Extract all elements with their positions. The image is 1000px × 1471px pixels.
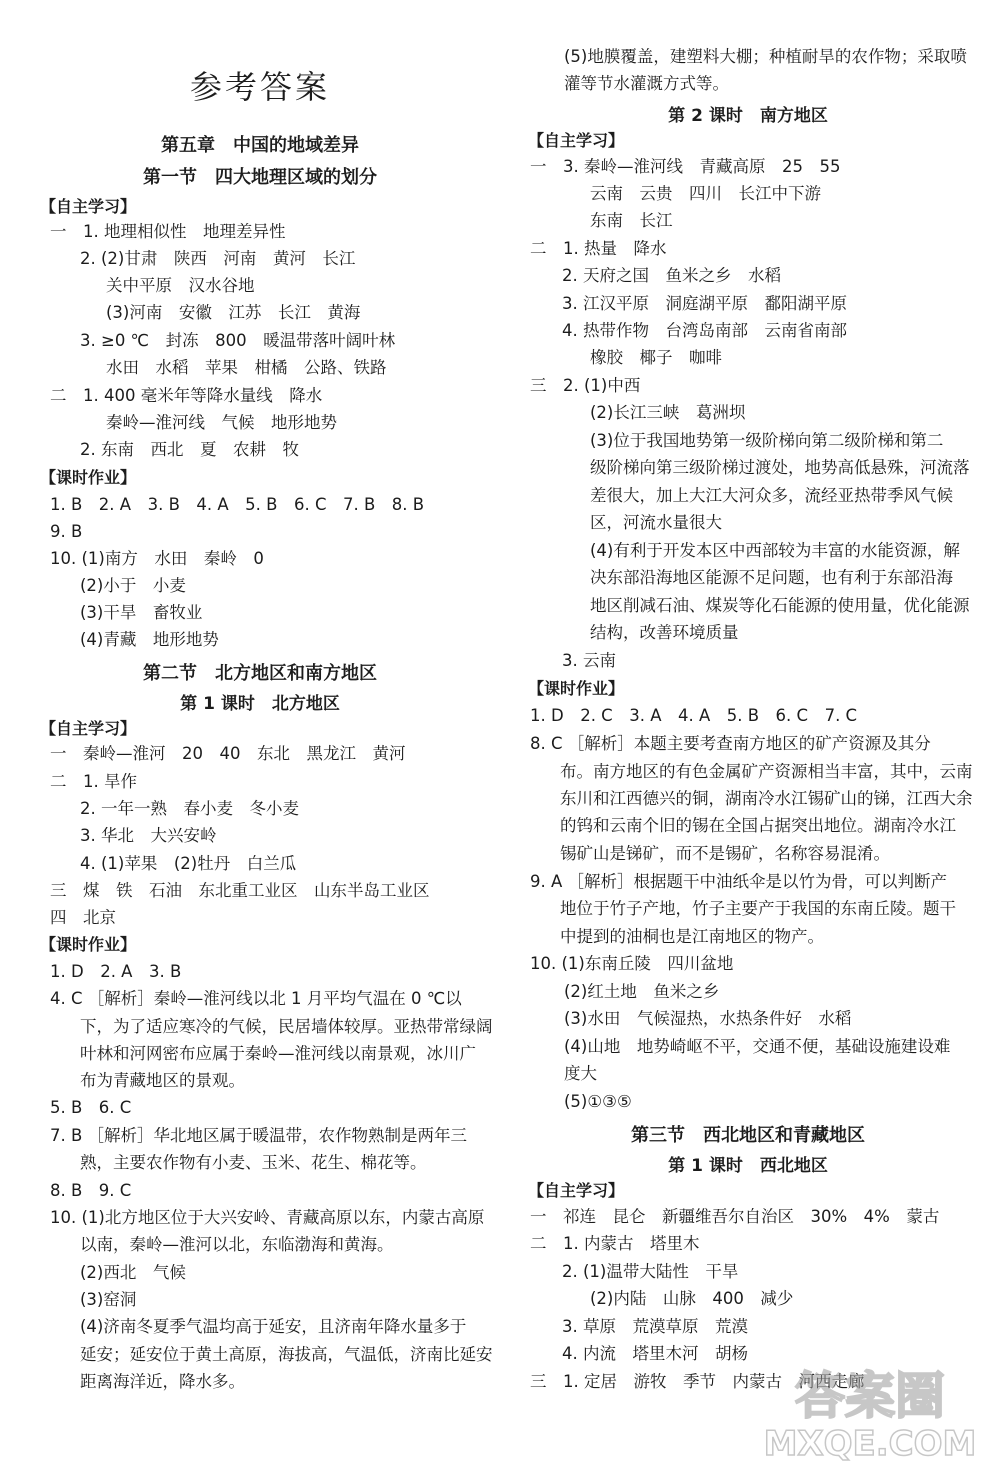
subsection-label: 【自主学习】	[40, 719, 137, 738]
answer-line: (3)水田 气候湿热，水热条件好 水稻	[564, 1009, 852, 1028]
section-heading: 第二节 北方地区和南方地区	[143, 663, 377, 684]
answer-line: 一 秦岭—淮河 20 40 东北 黑龙江 黄河	[50, 744, 406, 763]
answer-line: 布。南方地区的有色金属矿产资源相当丰富，其中，云南	[560, 762, 973, 781]
answer-line: 1. B 2. A 3. B 4. A 5. B 6. C 7. B 8. B	[50, 495, 425, 514]
answer-line: 布为青藏地区的景观。	[80, 1071, 245, 1090]
answer-line: 以南，秦岭—淮河以北，东临渤海和黄海。	[80, 1235, 394, 1254]
section-heading: 参考答案	[189, 68, 330, 106]
answer-line: 中提到的油桐也是江南地区的物产。	[560, 927, 824, 946]
answer-line: 一 1. 地理相似性 地理差异性	[50, 222, 286, 241]
answer-line: 7. B ［解析］华北地区属于暖温带，农作物熟制是两年三	[50, 1126, 468, 1145]
answer-line: (4)有利于开发本区中西部较为丰富的水能资源，解	[590, 541, 960, 560]
answer-line: (4)山地 地势崎岖不平，交通不便，基础设施建设难	[564, 1037, 951, 1056]
answer-line: 橡胶 椰子 咖啡	[590, 348, 722, 367]
section-heading: 第三节 西北地区和青藏地区	[631, 1125, 865, 1146]
answer-line: 熟，主要农作物有小麦、玉米、花生、棉花等。	[80, 1153, 427, 1172]
section-heading: 第五章 中国的地域差异	[161, 135, 359, 156]
answer-line: 2. 东南 西北 夏 农耕 牧	[80, 440, 299, 459]
answer-line: (5)地膜覆盖，建塑料大棚；种植耐旱的农作物；采取喷	[564, 47, 967, 66]
answer-line: (2)长江三峡 葛洲坝	[590, 403, 746, 422]
answer-line: 2. (1)温带大陆性 干旱	[562, 1262, 739, 1281]
answer-line: 东南 长江	[590, 211, 673, 230]
answer-line: (5)①③⑤	[564, 1092, 632, 1111]
answer-line: 2. 一年一熟 春小麦 冬小麦	[80, 799, 299, 818]
answer-line: 4. 内流 塔里木河 胡杨	[562, 1344, 748, 1363]
answer-line: 8. C ［解析］本题主要考查南方地区的矿产资源及其分	[530, 734, 931, 753]
answer-line: 一 3. 秦岭—淮河线 青藏高原 25 55	[530, 157, 841, 176]
answer-line: 10. (1)南方 水田 秦岭 0	[50, 549, 264, 568]
answer-line: 二 1. 内蒙古 塔里木	[530, 1234, 700, 1253]
answer-line: (2)小于 小麦	[80, 576, 186, 595]
subsection-label: 【自主学习】	[528, 1181, 625, 1200]
section-heading: 第 1 课时 西北地区	[668, 1156, 828, 1176]
answer-line: 四 北京	[50, 908, 116, 927]
answer-line: (3)干旱 畜牧业	[80, 603, 203, 622]
answer-line: 1. D 2. C 3. A 4. A 5. B 6. C 7. C	[530, 706, 858, 725]
answer-line: 级阶梯向第三级阶梯过渡处，地势高低悬殊，河流落	[590, 458, 970, 477]
subsection-label: 【自主学习】	[40, 197, 137, 216]
section-heading: 第一节 四大地理区域的划分	[143, 167, 377, 188]
answer-line: 云南 云贵 四川 长江中下游	[590, 184, 821, 203]
answer-line: 3. 云南	[562, 651, 616, 670]
answer-line: 9. A ［解析］根据题干中油纸伞是以竹为骨，可以判断产	[530, 872, 948, 891]
answer-line: 二 1. 热量 降水	[530, 239, 667, 258]
answer-line: 2. 天府之国 鱼米之乡 水稻	[562, 266, 781, 285]
subsection-label: 【课时作业】	[40, 468, 137, 487]
watermark-top: 答案圈	[795, 1367, 945, 1425]
answer-line: 三 煤 铁 石油 东北重工业区 山东半岛工业区	[50, 881, 430, 900]
answer-line: 锡矿山是锑矿，而不是锡矿，名称容易混淆。	[560, 844, 890, 863]
answer-line: 关中平原 汉水谷地	[106, 276, 255, 295]
answer-line: 灌等节水灌溉方式等。	[564, 74, 729, 93]
subsection-label: 【自主学习】	[528, 131, 625, 150]
answer-line: 4. (1)苹果 (2)牡丹 白兰瓜	[80, 854, 297, 873]
answer-line: 3. ≥0 ℃ 封冻 800 暖温带落叶阔叶林	[80, 331, 396, 350]
answer-line: (4)青藏 地形地势	[80, 630, 219, 649]
answer-line: 二 1. 400 毫米年等降水量线 降水	[50, 386, 323, 405]
answer-line: (3)河南 安徽 江苏 长江 黄海	[106, 303, 361, 322]
answer-line: 结构，改善环境质量	[590, 623, 739, 642]
answer-line: 叶林和河网密布应属于秦岭—淮河线以南景观，冰川广	[80, 1044, 476, 1063]
answer-line: (2)西北 气候	[80, 1263, 186, 1282]
answer-line: 5. B 6. C	[50, 1098, 132, 1117]
answer-line: 的钨和云南个旧的锡在全国占据突出地位。湖南冷水江	[560, 816, 956, 835]
answer-line: 4. C ［解析］秦岭—淮河线以北 1 月平均气温在 0 ℃以	[50, 989, 462, 1008]
answer-line: (3)窑洞	[80, 1290, 137, 1309]
answer-line: 秦岭—淮河线 气候 地形地势	[106, 413, 337, 432]
answer-line: 水田 水稻 苹果 柑橘 公路、铁路	[106, 358, 387, 377]
answer-line: 9. B	[50, 522, 83, 541]
answer-line: (2)内陆 山脉 400 减少	[590, 1289, 794, 1308]
answer-line: 3. 草原 荒漠草原 荒漠	[562, 1317, 748, 1336]
subsection-label: 【课时作业】	[528, 679, 625, 698]
answer-line: 10. (1)东南丘陵 四川盆地	[530, 954, 734, 973]
answer-line: 下，为了适应寒冷的气候，民居墙体较厚。亚热带常绿阔	[80, 1017, 493, 1036]
answer-line: 决东部沿海地区能源不足问题，也有利于东部沿海	[590, 568, 953, 587]
watermark-logo	[742, 1355, 992, 1465]
answer-line: 3. 江汉平原 洞庭湖平原 鄱阳湖平原	[562, 294, 847, 313]
answer-line: 差很大，加上大江大河众多，流经亚热带季风气候	[590, 486, 953, 505]
answer-line: 地位于竹子产地，竹子主要产于我国的东南丘陵。题干	[560, 899, 956, 918]
answer-line: 度大	[564, 1064, 597, 1083]
answer-line: 二 1. 旱作	[50, 772, 137, 791]
subsection-label: 【课时作业】	[40, 935, 137, 954]
answer-line: 区，河流水量很大	[590, 513, 722, 532]
answer-line: 10. (1)北方地区位于大兴安岭、青藏高原以东，内蒙古高原	[50, 1208, 485, 1227]
answer-line: (3)位于我国地势第一级阶梯向第二级阶梯和第二	[590, 431, 944, 450]
answer-line: (2)红土地 鱼米之乡	[564, 982, 720, 1001]
watermark-bottom: MXQE.COM	[763, 1424, 977, 1464]
answer-line: 一 祁连 昆仑 新疆维吾尔自治区 30% 4% 蒙古	[530, 1207, 940, 1226]
answer-line: 2. (2)甘肃 陕西 河南 黄河 长江	[80, 249, 356, 268]
answer-line: 三 2. (1)中西	[530, 376, 641, 395]
answer-line: (4)济南冬夏季气温均高于延安，且济南年降水量多于	[80, 1317, 467, 1336]
answer-line: 东川和江西德兴的铜，湖南冷水江锡矿山的锑，江西大余	[560, 789, 973, 808]
answer-line: 1. D 2. A 3. B	[50, 962, 182, 981]
answer-line: 三 1. 定居 游牧 季节 内蒙古 河西走廊	[530, 1372, 865, 1391]
answer-line: 地区削减石油、煤炭等化石能源的使用量，优化能源	[590, 596, 970, 615]
answer-line: 延安；延安位于黄土高原，海拔高，气温低，济南比延安	[80, 1345, 493, 1364]
answer-line: 3. 华北 大兴安岭	[80, 826, 217, 845]
section-heading: 第 1 课时 北方地区	[180, 694, 340, 714]
answer-line: 距离海洋近，降水多。	[80, 1372, 245, 1391]
section-heading: 第 2 课时 南方地区	[668, 106, 828, 126]
answer-line: 4. 热带作物 台湾岛南部 云南省南部	[562, 321, 847, 340]
answer-line: 8. B 9. C	[50, 1181, 132, 1200]
